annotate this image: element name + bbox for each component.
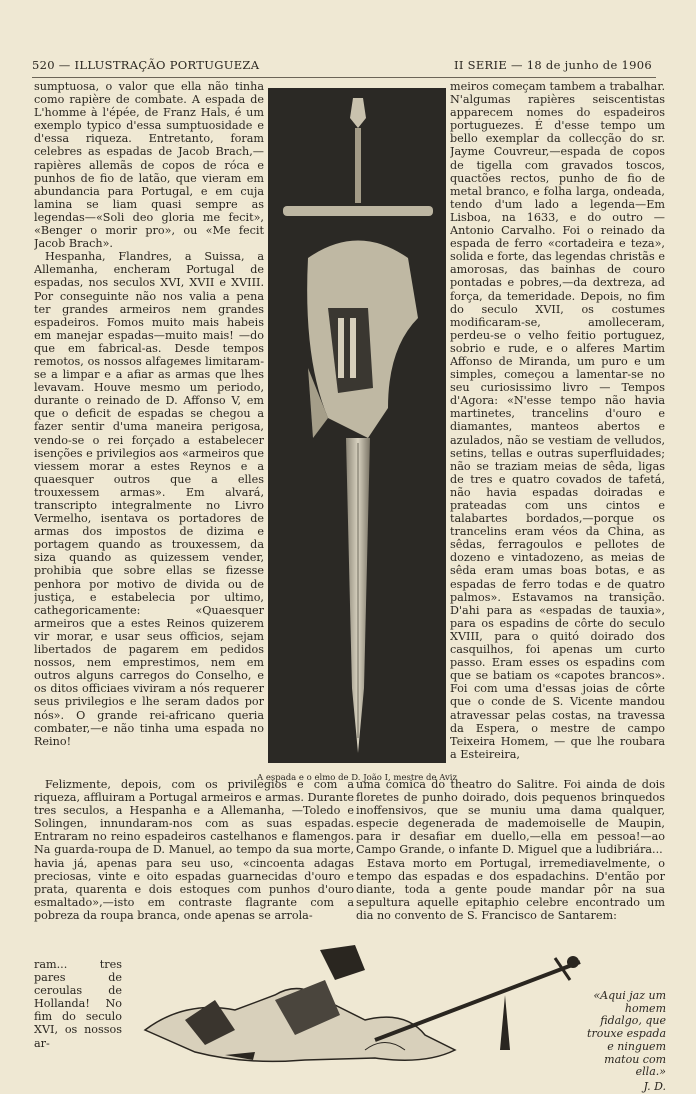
epitaph-text: «Aqui jaz um homem fidalgo, que trouxe espada e ninguem matou com ella.»	[587, 989, 666, 1079]
lower-left-paragraph: Felizmente, depois, com os privilegios e com a riqueza, affluiram a Portugal armeiros e armas. Durante tres seculos, a Hespanha e a Allemanha, —Toledo e Solingen, innundaram-nos com as suas espadas. Entraram no reino espadeiros castelhanos e flamengos. Na guarda-roupa de D. Manuel, ao tempo da sua morte, havia já, apenas para seu uso, «cincoenta adagas preciosas, vinte e oito espadas guarnecidas d'ouro e prata, quarenta e dois estoques com punhos d'ouro esmaltado»,—isto em contraste flagrante com a pobreza da roupa branca, onde apenas se arrola-	[34, 778, 354, 922]
header-right: II SERIE — 18 de junho de 1906	[454, 58, 652, 72]
lower-left-tail-text: ram... tres pares de ceroulas de Hollanda! No fim do seculo XVI, os nossos ar-	[34, 958, 122, 1050]
lower-right-paragraph-1: uma comica do theatro do Salitre. Foi ainda de dois floretes de punho doirado, dois pequenos brinquedos inoffensivos, que se muniu uma dama qualquer, especie degenerada de mademoiselle de Maupin, para ir desafiar em duello,—ella em pessoa!—ao Campo Grande, o infante D. Miguel que a ludibriára...	[356, 778, 665, 857]
lower-right-paragraph-2: Estava morto em Portugal, irremediavelmente, o tempo das espadas e dos espadachins. D'então por diante, toda a gente poude mandar pôr na sua sepultura aquelle epitaphio celebre encontrado um dia no convento de S. Francisco de Santarem:	[356, 856, 665, 922]
epitaph-signature: J. D.	[643, 1079, 666, 1093]
right-paragraph-1: meiros começam tambem a trabalhar. N'algumas rapières seiscentistas apparecem nomes do espadeiros portuguezes. É d'esse tempo um bello exemplar da collecção do sr. Jayme Couvreur,—espada de copos de tigella com gravados toscos, quactões rectos, punho de fio de metal branco, e folha larga, ondeada, tendo d'um lado a legenda—Em Lisboa, na 1633, e do outro — Antonio Carvalho. Foi o reinado da espada de ferro «cortadeira e teza», solida e forte, das legendas christãs e amorosas, das bainhas de couro pontadas e pobres,—da dextreza, ad força, da temeridade. Depois, no fim do seculo XVII, os costumes modificaram-se, amolleceram, perdeu-se o velho feitio portuguez, sobrio e rude, e o alferes Martim Affonso de Miranda, um puro e um simples, começou a lamentar-se no seu curiosissimo livro — Tempos d'Agora: «N'esse tempo não havia martinetes, trancelins d'ouro e diamantes, manteos abertos e azulados, não se vestiam de velludos, setins, tellas e outras superfluidades; não se traziam meias de sêda, ligas de tres e quatro covados de tafetá, não havia espadas doiradas e prateadas com uns cintos e talabartes bordados,—porque os trancelins eram véos da China, as sêdas, ferragoulos e pellotes de dozeno e vintadozeno, as meias de sêda eram umas boas botas, e as espadas de ferro todas e de quatro palmos». Estavamos na transição. D'ahi para as «espadas de tauxia», para os espadins de côrte do seculo XVIII, para o quitó doirado dos casquilhos, foi apenas um curto passo. Eram esses os espadins com que se batiam os «capotes brancos». Foi com uma d'essas joias de côrte que o conde de S. Vicente mandou atravessar pelas costas, na travessa da Espera, o mestre de campo Teixeira Homem, — que lhe roubara a Esteireira,	[450, 80, 665, 760]
right-column	[450, 80, 665, 760]
left-paragraph-2: Hespanha, Flandres, a Suissa, a Allemanha, encheram Portugal de espadas, nos seculos XVI, XVII e XVIII. Por conseguinte não nos valia a pena ter grandes armeiros nem grandes espadeiros. Fomos muito mais habeis em manejar espadas—muito mais! —do que em fabrical-as. Desde tempos remotos, os nossos alfageмes limitaram-se a limpar e a afiar as armas que lhes levavam. Houve mesmo um periodo, durante o reinado de D. Affonso V, em que o deficit de espadas se chegou a fazer sentir d'uma maneira perigosa, vendo-se o rei forçado a estabelecer isenções e privilegios aos «armeiros que viessem morar a estes Reynos e a quaesquer outros que a elles trouxessem armas». Em alvará, transcripto integralmente no Livro Vermelho, isentava os portadores de armas dos impostos de dizima e portagem quando as trouxessem, da siza quando as quizessem vender, prohibia que sobre ellas se fizesse penhora por motivo de divida ou de justiça, e estabelecia por ultimo, cathegoricamente: «Quaesquer armeiros que a estes Reinos quizerem vir morar, e usar seus officios, sejam libertados de pagarem em pedidos nossos, nem emprestimos, nem em outros alguns carregos do Conselho, e os ditos officiaes viviram a nós requerer seus privilegios e lhe seram dados por nós». O grande rei-africano queria combater,—e não tinha uma espada no Reino!	[34, 250, 264, 748]
header-rule	[32, 77, 656, 78]
sword-photo-drawing	[268, 88, 446, 763]
armor-sword-illustration	[125, 940, 585, 1068]
left-column	[34, 80, 264, 770]
header-left: 520 — ILLUSTRAÇÃO PORTUGUEZA	[32, 58, 260, 72]
sword-photo	[268, 88, 446, 763]
epitaph	[584, 990, 666, 1094]
photo-caption: A espada e o elmo de D. João I, mestre de Aviz	[256, 773, 458, 783]
lower-left-column	[34, 778, 354, 958]
left-paragraph-1: sumptuosa, o valor que ella não tinha como rapière de combate. A espada de L'homme à l'épée, de Franz Hals, é um exemplo typico d'essa sumptuosidade e d'essa riqueza. Entretanto, foram celebres as espadas de Jacob Brach,—rapières allemãs de copos de róca e punhos de fio de latão, que vieram em abundancia para Portugal, e em cuja lamina se liam quasi sempre as legendas—«Soli deo gloria me fecit», «Benger o morir pro», ou «Me fecit Jacob Brach».	[34, 80, 264, 251]
lower-right-column	[356, 778, 665, 958]
lower-left-tail	[34, 958, 122, 1068]
